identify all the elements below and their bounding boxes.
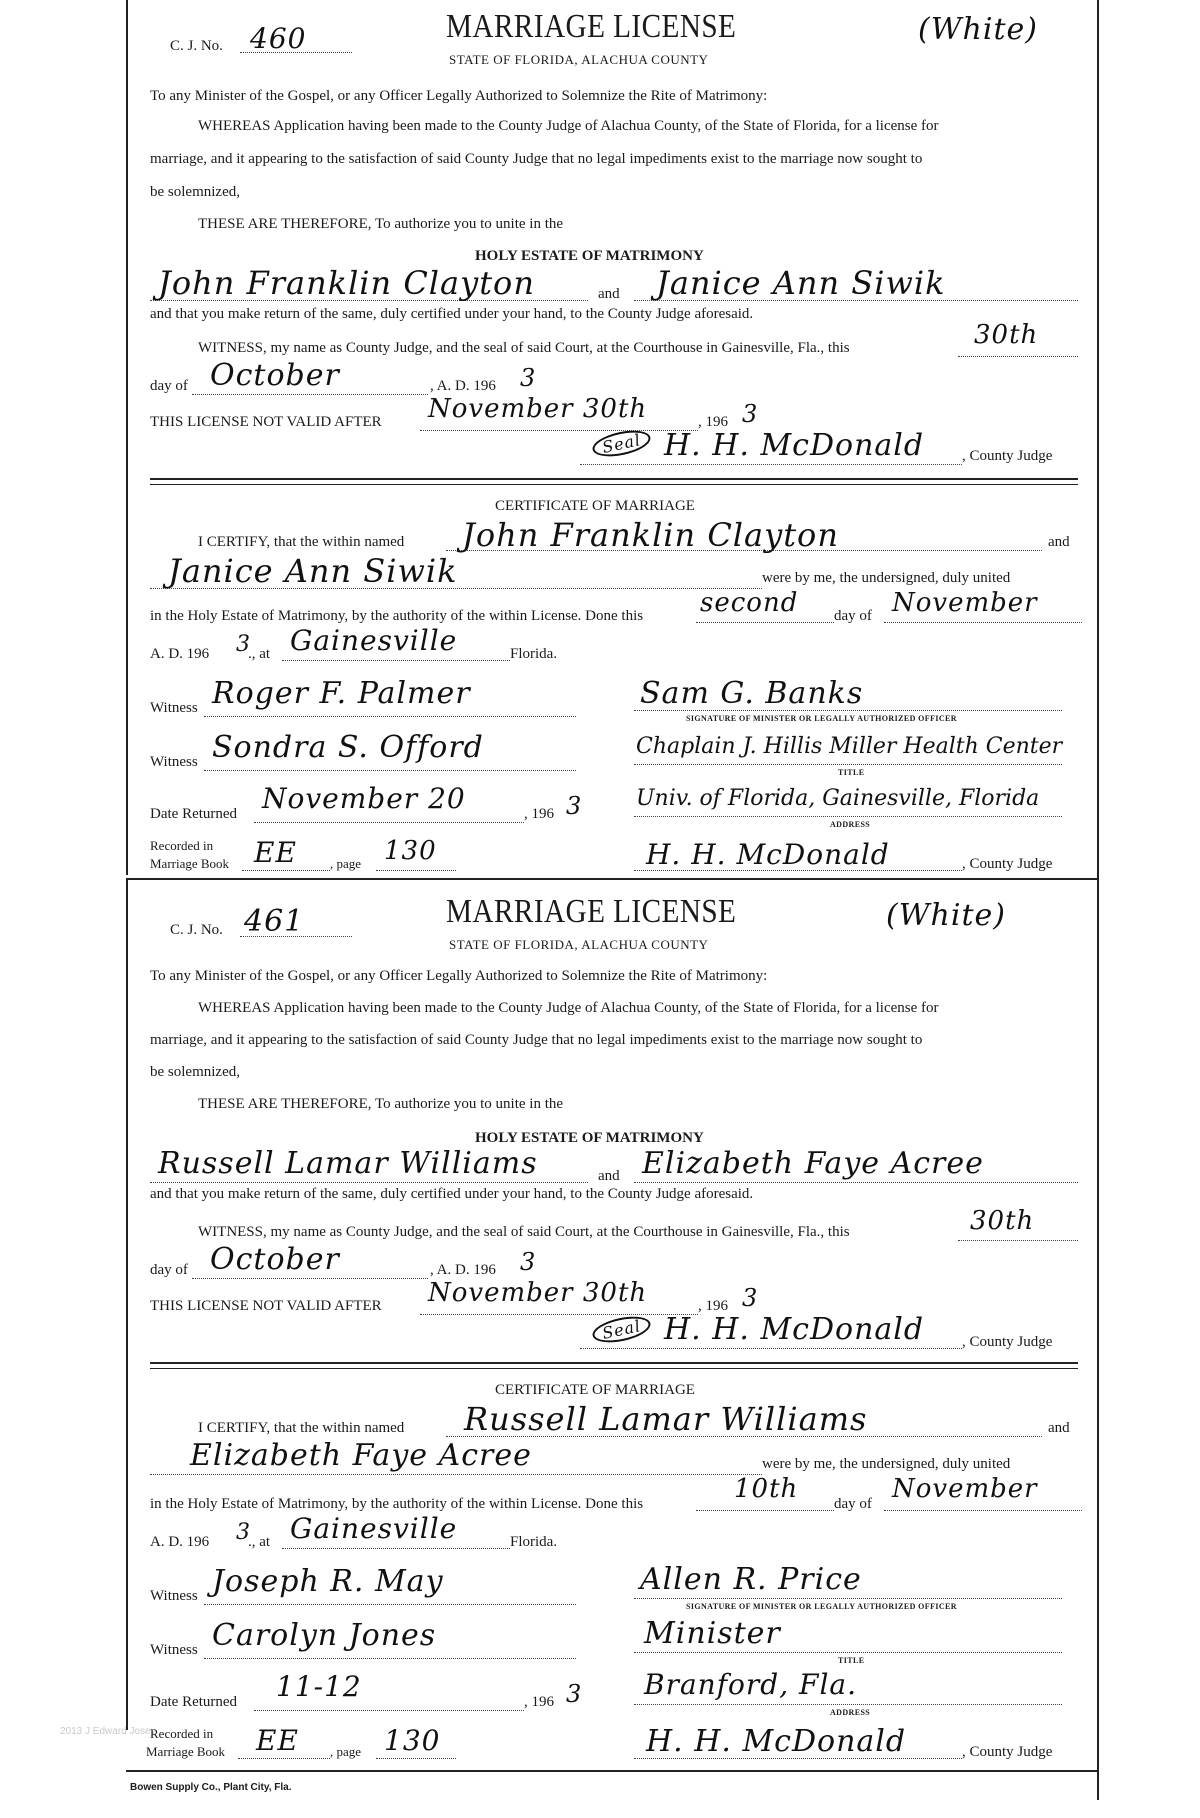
seal-mark: Seal <box>592 1318 651 1341</box>
recorded-label: Recorded in <box>150 838 214 853</box>
done-day: 10th <box>734 1474 799 1504</box>
race-note: (White) <box>886 898 1006 933</box>
license-divider <box>126 878 1097 880</box>
page-number: 130 <box>384 1724 441 1757</box>
county-judge-label: , County Judge <box>962 448 1053 464</box>
whereas-line-2: marriage, and it appearing to the satisfaction of said County Judge that no legal impediments exist to the marriage now sought to <box>150 1032 923 1048</box>
day-of-label-2: day of <box>834 608 872 624</box>
ad-year: 3 <box>520 1248 537 1276</box>
return-line: and that you make return of the same, duly certified under your hand, to the County Judge aforesaid. <box>150 1186 754 1202</box>
recorder-county-judge: , County Judge <box>962 856 1053 872</box>
at-label: ., at <box>248 1534 271 1550</box>
license-title: MARRIAGE LICENSE <box>446 893 737 930</box>
whereas-line-1: WHEREAS Application having been made to the County Judge of Alachua County, of the State of Florida, for a license for <box>198 118 939 134</box>
title-caption: TITLE <box>838 768 865 777</box>
returned-date: 11-12 <box>276 1670 362 1703</box>
cert-groom: Russell Lamar Williams <box>464 1400 868 1438</box>
cert-bride: Janice Ann Siwik <box>168 552 458 590</box>
return-line: and that you make return of the same, duly certified under your hand, to the County Judge aforesaid. <box>150 306 754 322</box>
bride-name: Janice Ann Siwik <box>656 264 946 302</box>
ad2-year: 3 <box>236 1520 251 1545</box>
cert-groom: John Franklin Clayton <box>462 516 839 554</box>
recorder-county-judge: , County Judge <box>962 1744 1053 1760</box>
address-caption: ADDRESS <box>830 820 871 829</box>
officer-address: Branford, Fla. <box>644 1668 857 1701</box>
not-valid-date: November 30th <box>428 1278 648 1308</box>
cj-label: C. J. No. <box>170 38 223 54</box>
done-day: second <box>700 588 799 618</box>
seal-mark: Seal <box>592 432 651 455</box>
section-rule <box>150 1362 1078 1364</box>
florida-label: Florida. <box>510 646 558 662</box>
holy-line: in the Holy Estate of Matrimony, by the authority of the within License. Done this <box>150 1496 644 1512</box>
recorded-label: Recorded in <box>150 1726 214 1741</box>
holy-line: in the Holy Estate of Matrimony, by the authority of the within License. Done this <box>150 608 644 624</box>
book: EE <box>254 836 297 869</box>
witness-2-label: Witness <box>150 1642 198 1658</box>
day-of-label: day of <box>150 378 188 394</box>
holy-estate-heading: HOLY ESTATE OF MATRIMONY <box>475 248 704 264</box>
witness-day: 30th <box>970 1206 1035 1236</box>
left-border <box>126 0 128 875</box>
address-line: To any Minister of the Gospel, or any Officer Legally Authorized to Solemnize the Rite of Matrimony: <box>150 88 768 104</box>
recorder-signature: H. H. McDonald <box>646 838 890 871</box>
cj-label: C. J. No. <box>170 922 223 938</box>
bride-name: Elizabeth Faye Acree <box>642 1146 984 1181</box>
page-label: , page <box>330 856 362 871</box>
page-label: , page <box>330 1744 362 1759</box>
witness-1-label: Witness <box>150 1588 198 1604</box>
returned-date: November 20 <box>262 782 466 815</box>
cert-bride: Elizabeth Faye Acree <box>190 1438 532 1473</box>
not-valid-year: 3 <box>742 1284 759 1312</box>
witness-2-label: Witness <box>150 754 198 770</box>
judge-signature: H. H. McDonald <box>664 428 925 463</box>
cert-title: CERTIFICATE OF MARRIAGE <box>495 498 695 514</box>
right-border <box>1097 0 1099 1800</box>
book-label: Marriage Book <box>146 1744 226 1759</box>
place: Gainesville <box>290 1512 458 1545</box>
book-label: Marriage Book <box>150 856 230 871</box>
therefore-line: THESE ARE THEREFORE, To authorize you to unite in the <box>198 216 564 232</box>
license-subtitle: STATE OF FLORIDA, ALACHUA COUNTY <box>449 52 709 67</box>
ad2-label: A. D. 196 <box>150 646 210 662</box>
ad2-label: A. D. 196 <box>150 1534 210 1550</box>
united-label: were by me, the undersigned, duly united <box>762 1456 1011 1472</box>
not-valid-date: November 30th <box>428 394 648 424</box>
place: Gainesville <box>290 624 458 657</box>
witness-1-label: Witness <box>150 700 198 716</box>
done-month: November <box>892 1474 1038 1504</box>
at-label: ., at <box>248 646 271 662</box>
title-caption: TITLE <box>838 1656 865 1665</box>
printer-credit: Bowen Supply Co., Plant City, Fla. <box>130 1782 292 1793</box>
returned-year: 3 <box>566 792 583 820</box>
witness-day: 30th <box>974 320 1039 350</box>
day-of-label: day of <box>150 1262 188 1278</box>
not-valid-year-label: , 196 <box>698 1298 728 1314</box>
section-rule-2 <box>150 484 1078 485</box>
florida-label: Florida. <box>510 1534 558 1550</box>
license-subtitle: STATE OF FLORIDA, ALACHUA COUNTY <box>449 937 709 952</box>
recorder-signature: H. H. McDonald <box>646 1724 907 1759</box>
page-number: 130 <box>384 836 437 866</box>
license-month: October <box>210 1242 340 1277</box>
not-valid-year: 3 <box>742 400 759 428</box>
license-month: October <box>210 358 340 393</box>
county-judge-label: , County Judge <box>962 1334 1053 1350</box>
left-border-lower <box>126 880 128 1730</box>
ad-label: , A. D. 196 <box>430 378 496 394</box>
groom-name: Russell Lamar Williams <box>158 1146 538 1181</box>
whereas-line-3: be solemnized, <box>150 1064 240 1080</box>
section-rule <box>150 478 1078 480</box>
address-caption: ADDRESS <box>830 1708 871 1717</box>
groom-name: John Franklin Clayton <box>158 264 535 302</box>
cert-title: CERTIFICATE OF MARRIAGE <box>495 1382 695 1398</box>
officer-title: Chaplain J. Hillis Miller Health Center <box>636 734 1063 759</box>
judge-signature: H. H. McDonald <box>664 1312 925 1347</box>
certify-label: I CERTIFY, that the within named <box>198 534 405 550</box>
returned-year-label: , 196 <box>524 806 554 822</box>
license-title: MARRIAGE LICENSE <box>446 8 737 45</box>
day-of-label-2: day of <box>834 1496 872 1512</box>
not-valid-label: THIS LICENSE NOT VALID AFTER <box>150 414 382 430</box>
therefore-line: THESE ARE THEREFORE, To authorize you to unite in the <box>198 1096 564 1112</box>
whereas-line-2: marriage, and it appearing to the satisfaction of said County Judge that no legal impediments exist to the marriage now sought to <box>150 151 923 167</box>
holy-estate-heading: HOLY ESTATE OF MATRIMONY <box>475 1130 704 1146</box>
returned-year: 3 <box>566 1680 583 1708</box>
officer-title: Minister <box>644 1616 781 1651</box>
book: EE <box>256 1724 299 1757</box>
not-valid-year-label: , 196 <box>698 414 728 430</box>
ad-label: , A. D. 196 <box>430 1262 496 1278</box>
sig-caption: SIGNATURE OF MINISTER OR LEGALLY AUTHORIZED OFFICER <box>686 1602 957 1611</box>
section-rule-2 <box>150 1368 1078 1369</box>
witness-line: WITNESS, my name as County Judge, and the seal of said Court, at the Courthouse in Gainesville, Fla., this <box>198 1224 850 1240</box>
certify-label: I CERTIFY, that the within named <box>198 1420 405 1436</box>
officer-address: Univ. of Florida, Gainesville, Florida <box>636 786 1040 811</box>
cj-number: 460 <box>250 22 307 55</box>
done-month: November <box>892 588 1038 618</box>
united-label: were by me, the undersigned, duly united <box>762 570 1011 586</box>
cert-and-label: and <box>1048 1420 1070 1436</box>
whereas-line-1: WHEREAS Application having been made to the County Judge of Alachua County, of the State of Florida, for a license for <box>198 1000 939 1016</box>
whereas-line-3: be solemnized, <box>150 184 240 200</box>
witness-1: Joseph R. May <box>212 1564 444 1599</box>
address-line: To any Minister of the Gospel, or any Officer Legally Authorized to Solemnize the Rite of Matrimony: <box>150 968 768 984</box>
and-label: and <box>598 286 620 302</box>
ad2-year: 3 <box>236 632 251 657</box>
and-label: and <box>598 1168 620 1184</box>
race-note: (White) <box>918 12 1038 47</box>
witness-2: Sondra S. Offord <box>212 730 484 765</box>
witness-2: Carolyn Jones <box>212 1618 437 1653</box>
bottom-rule <box>126 1770 1097 1772</box>
ad-year: 3 <box>520 364 537 392</box>
returned-label: Date Returned <box>150 806 238 822</box>
witness-line: WITNESS, my name as County Judge, and the seal of said Court, at the Courthouse in Gainesville, Fla., this <box>198 340 850 356</box>
not-valid-label: THIS LICENSE NOT VALID AFTER <box>150 1298 382 1314</box>
returned-label: Date Returned <box>150 1694 238 1710</box>
witness-1: Roger F. Palmer <box>212 676 471 711</box>
cj-number: 461 <box>244 904 305 939</box>
watermark: 2013 J Edward Josey <box>60 1726 156 1737</box>
returned-year-label: , 196 <box>524 1694 554 1710</box>
cert-and-label: and <box>1048 534 1070 550</box>
officer-signature: Allen R. Price <box>640 1562 862 1597</box>
sig-caption: SIGNATURE OF MINISTER OR LEGALLY AUTHORIZED OFFICER <box>686 714 957 723</box>
officer-signature: Sam G. Banks <box>640 676 864 711</box>
